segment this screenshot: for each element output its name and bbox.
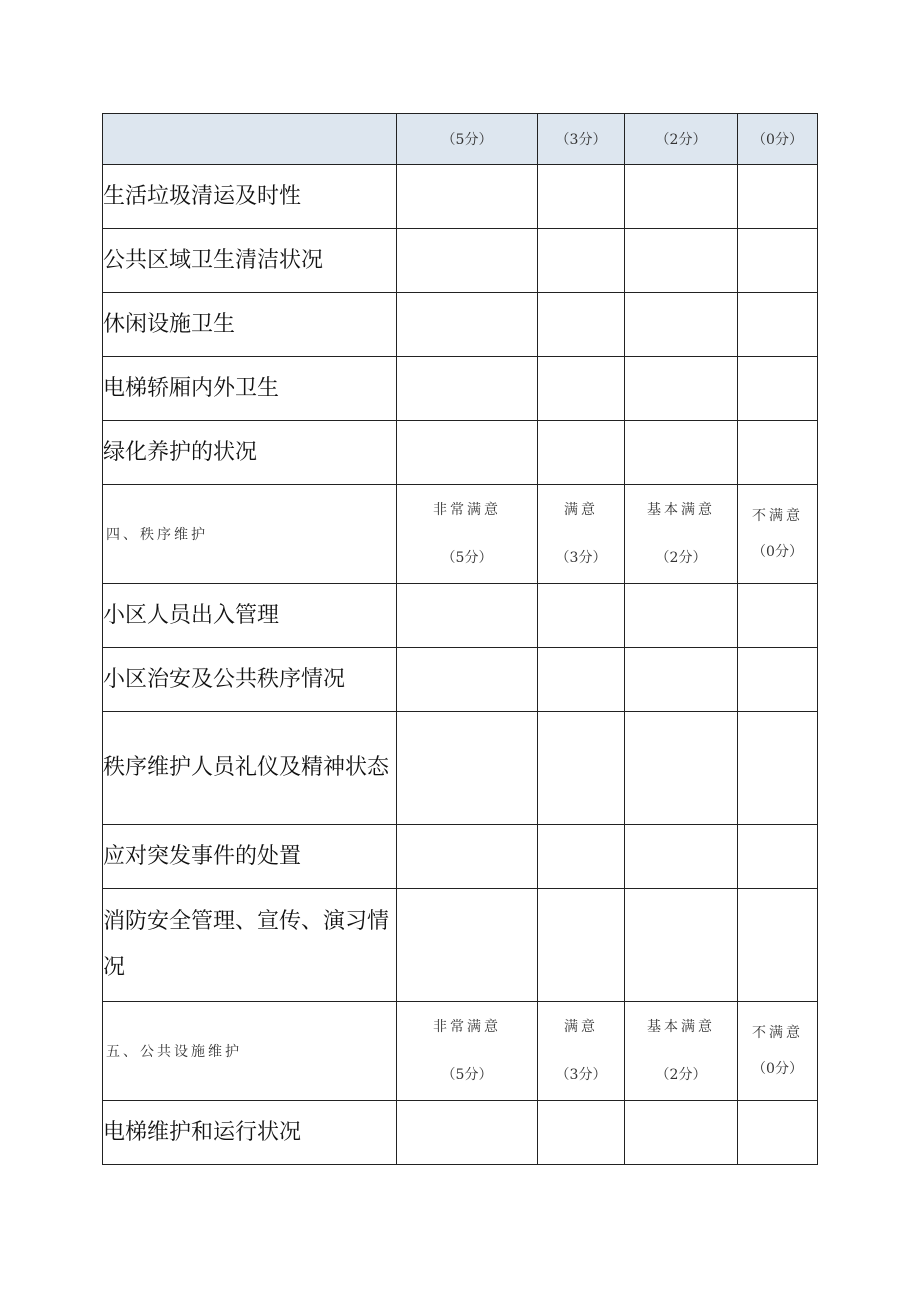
rating-cell[interactable] [538,357,625,421]
rating-cell[interactable] [538,229,625,293]
rating-cell[interactable] [538,165,625,229]
score-header-2: （2分） [625,114,738,165]
table-row [103,712,818,825]
rating-cell[interactable] [738,825,818,889]
rating-cell[interactable] [538,293,625,357]
rating-label: 基本满意 [647,1019,715,1035]
rating-cell[interactable] [625,825,738,889]
rating-cell[interactable] [625,357,738,421]
rating-cell[interactable] [738,357,818,421]
rating-cell[interactable] [397,712,538,825]
rating-cell[interactable] [625,165,738,229]
rating-header [538,485,625,584]
rating-cell[interactable] [738,648,818,712]
score-label: （0分） [752,1061,803,1077]
rating-cell[interactable] [538,825,625,889]
rating-cell[interactable] [397,825,538,889]
table-row [103,357,818,421]
rating-label: 非常满意 [433,502,501,518]
rating-cell[interactable] [625,293,738,357]
score-label: （0分） [752,544,803,560]
item-label: 秩序维护人员礼仪及精神状态 [103,712,397,825]
rating-cell[interactable] [397,584,538,648]
item-label: 电梯轿厢内外卫生 [103,357,397,421]
rating-cell[interactable] [738,889,818,1002]
satisfaction-survey-table [102,113,818,1165]
section-header-row [103,485,818,584]
rating-cell[interactable] [625,584,738,648]
item-label: 应对突发事件的处置 [103,825,397,889]
rating-cell[interactable] [625,648,738,712]
rating-cell[interactable] [738,165,818,229]
rating-header [538,1002,625,1101]
score-label: （5分） [441,1067,493,1083]
rating-cell[interactable] [397,229,538,293]
table-row [103,648,818,712]
rating-cell[interactable] [538,712,625,825]
rating-cell[interactable] [538,889,625,1002]
item-label: 小区治安及公共秩序情况 [103,648,397,712]
rating-cell[interactable] [397,293,538,357]
score-header-0: （0分） [738,114,818,165]
item-label: 消防安全管理、宣传、演习情况 [103,889,397,1002]
rating-label: 满意 [564,502,598,518]
rating-cell[interactable] [397,357,538,421]
score-label: （3分） [555,1067,607,1083]
rating-cell[interactable] [538,584,625,648]
rating-cell[interactable] [738,421,818,485]
rating-cell[interactable] [738,712,818,825]
rating-cell[interactable] [397,1101,538,1165]
rating-cell[interactable] [625,1101,738,1165]
item-label: 公共区域卫生清洁状况 [103,229,397,293]
rating-label: 满意 [564,1019,598,1035]
item-label: 休闲设施卫生 [103,293,397,357]
rating-cell[interactable] [738,293,818,357]
rating-cell[interactable] [625,421,738,485]
table-row [103,1101,818,1165]
rating-label: 非常满意 [433,1019,501,1035]
rating-cell[interactable] [397,421,538,485]
rating-cell[interactable] [625,889,738,1002]
section-title: 四、秩序维护 [103,485,397,584]
section-header-row [103,1002,818,1101]
rating-label: 不满意 [752,1025,803,1041]
rating-header [397,1002,538,1101]
score-header-3: （3分） [538,114,625,165]
item-label: 小区人员出入管理 [103,584,397,648]
item-label: 绿化养护的状况 [103,421,397,485]
rating-label: 不满意 [752,508,803,524]
score-label: （2分） [655,1067,707,1083]
rating-cell[interactable] [738,1101,818,1165]
table-row [103,584,818,648]
section-title: 五、公共设施维护 [103,1002,397,1101]
rating-header [397,485,538,584]
score-label: （2分） [655,550,707,566]
rating-cell[interactable] [625,712,738,825]
header-blank-cell [103,114,397,165]
table-row [103,889,818,1002]
table-row [103,229,818,293]
rating-header [625,1002,738,1101]
table-row [103,165,818,229]
rating-cell[interactable] [538,1101,625,1165]
rating-header [738,485,818,584]
score-header-5: （5分） [397,114,538,165]
rating-cell[interactable] [397,648,538,712]
score-header-row [103,114,818,165]
rating-cell[interactable] [738,229,818,293]
rating-header [738,1002,818,1101]
rating-header [625,485,738,584]
table-row [103,293,818,357]
rating-cell[interactable] [625,229,738,293]
score-label: （3分） [555,550,607,566]
table-row [103,825,818,889]
rating-cell[interactable] [738,584,818,648]
rating-cell[interactable] [397,889,538,1002]
item-label: 生活垃圾清运及时性 [103,165,397,229]
rating-cell[interactable] [397,165,538,229]
rating-label: 基本满意 [647,502,715,518]
item-label: 电梯维护和运行状况 [103,1101,397,1165]
rating-cell[interactable] [538,648,625,712]
table-row [103,421,818,485]
score-label: （5分） [441,550,493,566]
rating-cell[interactable] [538,421,625,485]
